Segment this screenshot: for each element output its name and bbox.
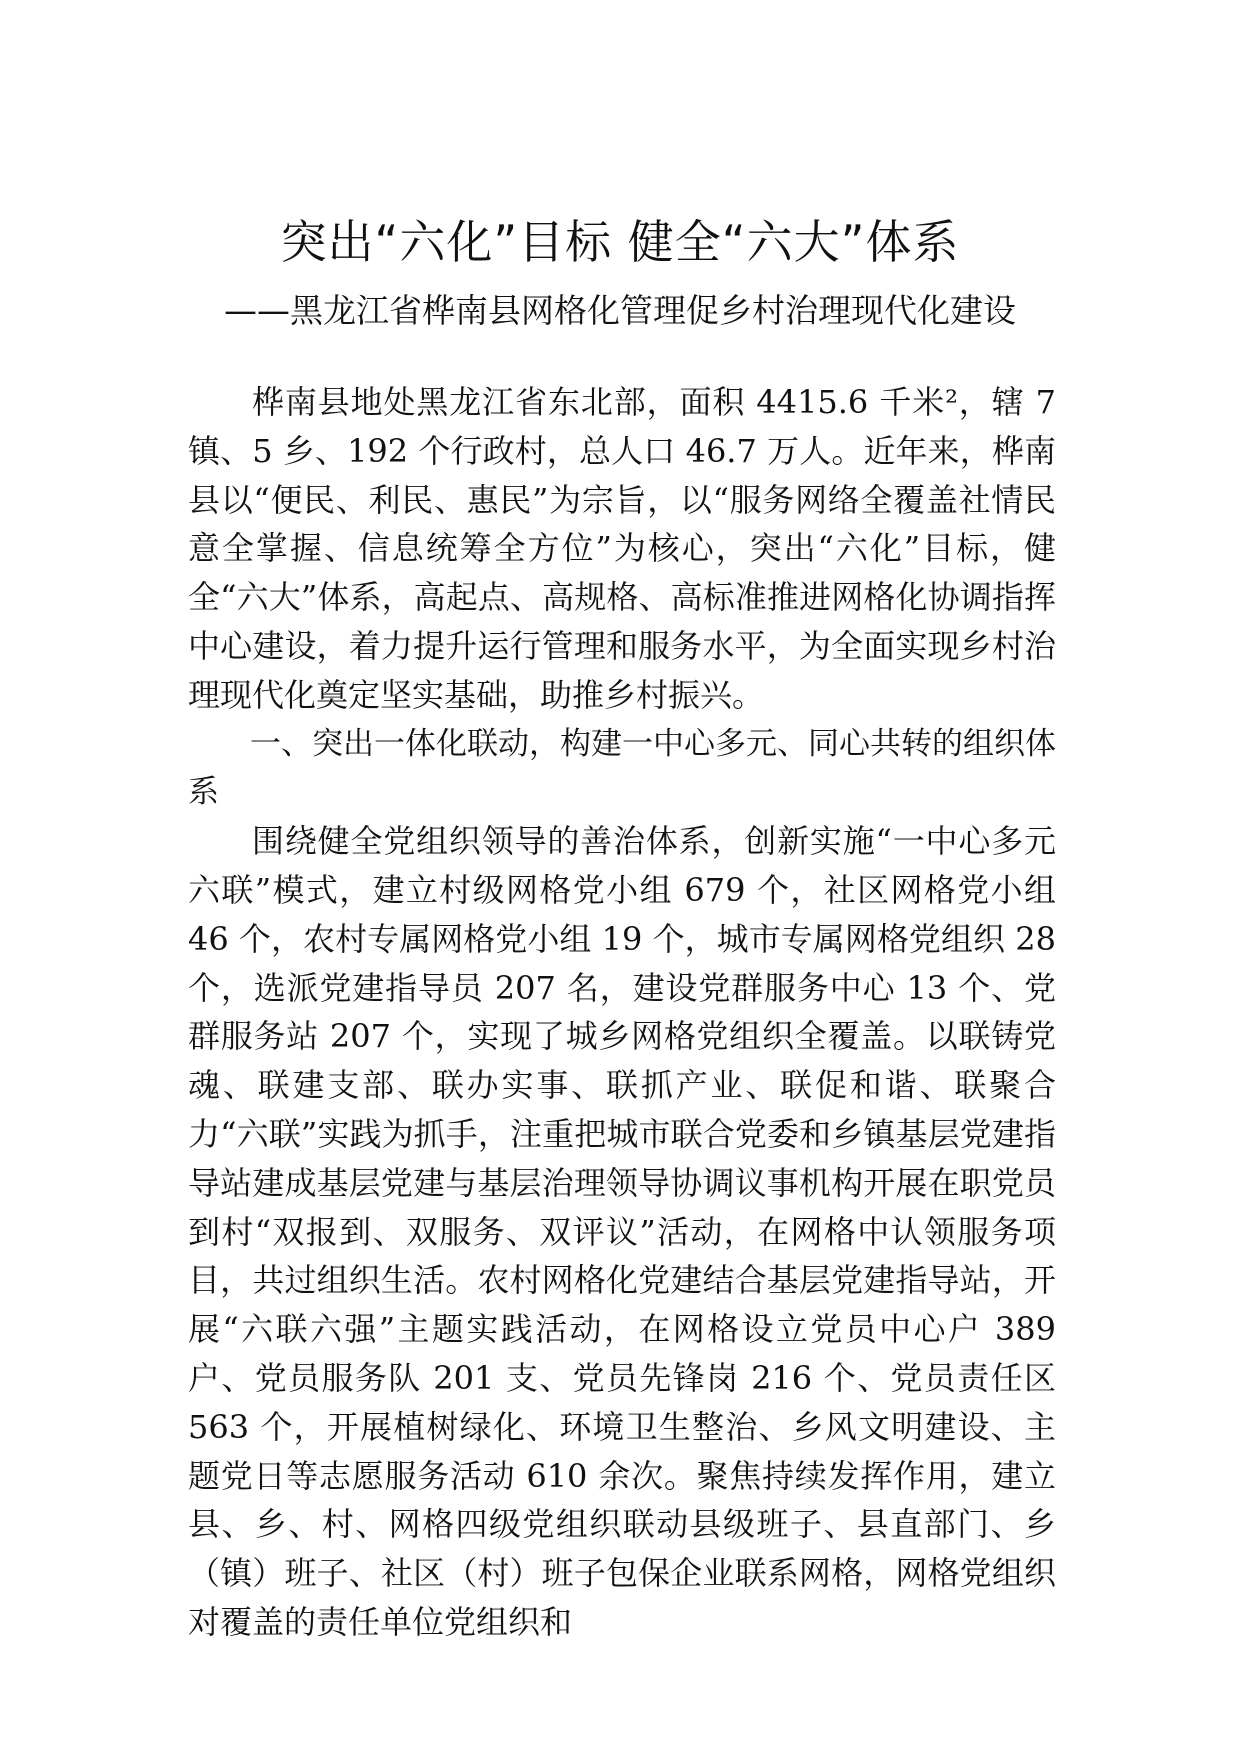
document-subtitle: ——黑龙江省桦南县网格化管理促乡村治理现代化建设 [224, 291, 1016, 330]
document-body [188, 378, 1056, 1647]
section-heading-1: 一、突出一体化联动，构建一中心多元、同心共转的组织体系 [188, 725, 1056, 811]
paragraph-section-1: 围绕健全党组织领导的善治体系，创新实施“一中心多元六联”模式，建立村级网格党小组 679 个，社区网格党小组 46 个，农村专属网格党小组 19 个，城市专属网格党组织 28 个，选派党建指导员 207 名，建设党群服务中心 13 个、党群服务站 207 个，实现了城乡网格党组织全覆盖。以联铸党魂、联建支部、联办实事、联抓产业、联促和谐、联聚合力“六联”实践为抓手，注重把城市联合党委和乡镇基层党建指导站建成基层党建与基层治理领导协调议事机构开展在职党员到村“双报到、双服务、双评议”活动，在网格中认领服务项目，共过组织生活。农村网格化党建结合基层党建指导站，开展“六联六强”主题实践活动，在网格设立党员中心户 389 户、党员服务队 201 支、党员先锋岗 216 个、党员责任区 563 个，开展植树绿化、环境卫生整治、乡风文明建设、主题党日等志愿服务活动 610 余次。聚焦持续发挥作用，建立县、乡、村、网格四级党组织联动县级班子、县直部门、乡（镇）班子、社区（村）班子包保企业联系网格，网格党组织对覆盖的责任单位党组织和 [188, 822, 1056, 1641]
document-title: 突出“六化”目标 健全“六大”体系 [280, 215, 960, 269]
paragraph-intro: 桦南县地处黑龙江省东北部，面积 4415.6 千米²，辖 7 镇、5 乡、192 个行政村，总人口 46.7 万人。近年来，桦南县以“便民、利民、惠民”为宗旨，以“服务网络全覆盖社情民意全掌握、信息统筹全方位”为核心，突出“六化”目标，健全“六大”体系，高起点、高规格、高标准推进网格化协调指挥中心建设，着力提升运行管理和服务水平，为全面实现乡村治理现代化奠定坚实基础，助推乡村振兴。 [188, 383, 1056, 714]
